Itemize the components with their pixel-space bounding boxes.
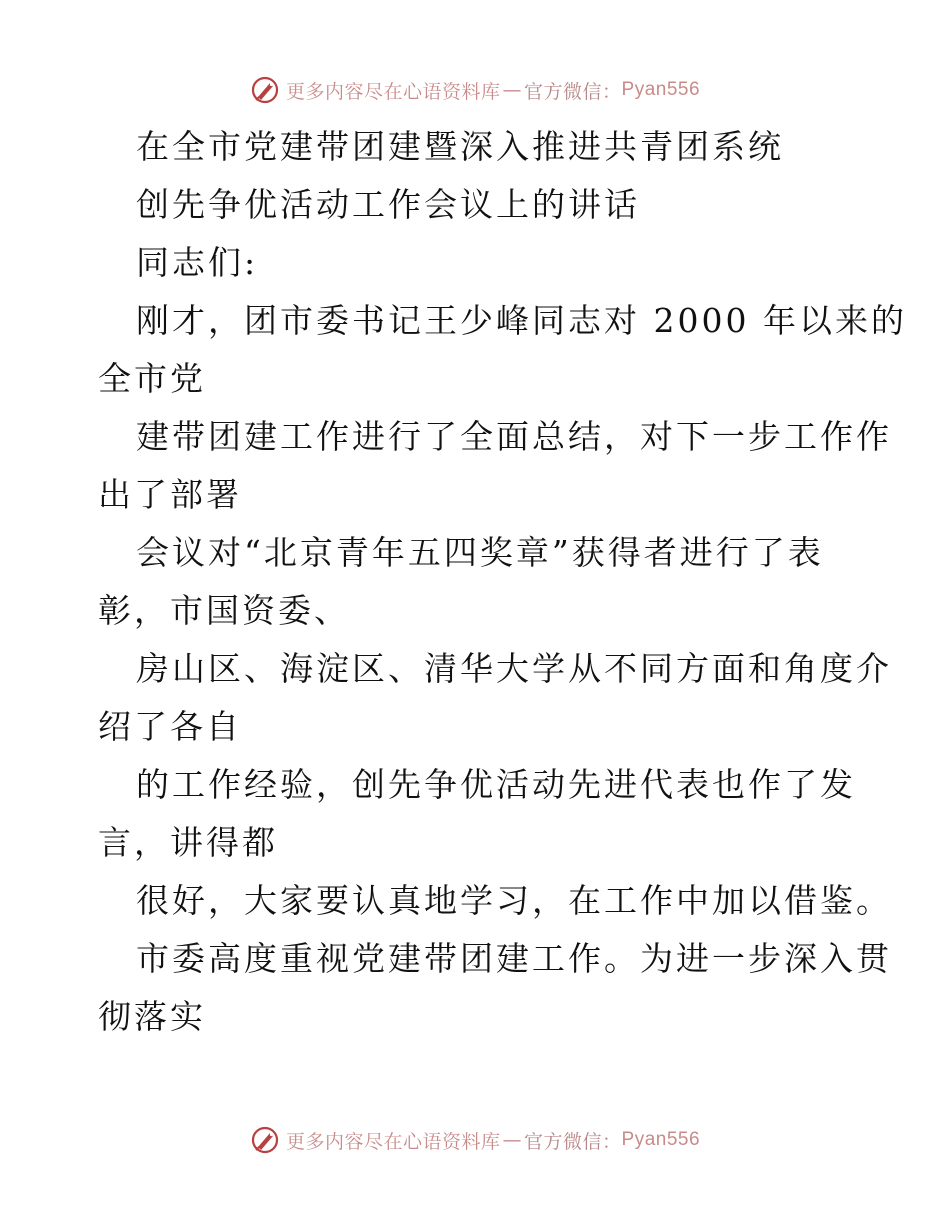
document-line: 创先争优活动工作会议上的讲话 (136, 185, 640, 224)
document-line: 的工作经验，创先争优活动先进代表也作了发 (136, 765, 856, 804)
banner-separator: — (502, 1129, 522, 1151)
document-line: 在全市党建带团建暨深入推进共青团系统 (136, 127, 784, 166)
banner-main-text: 更多内容尽在心语资料库 (285, 80, 501, 103)
banner-colon: ： (602, 80, 622, 103)
document-line: 言，讲得都 (98, 823, 278, 862)
pen-nib-logo-icon (250, 75, 280, 105)
banner-sub-text: 官方微信 (523, 80, 602, 103)
banner-separator: — (502, 79, 522, 101)
footer-watermark-banner (0, 1120, 950, 1160)
document-line: 绍了各自 (98, 707, 242, 746)
document-line: 全市党 (98, 359, 206, 398)
document-line: 房山区、海淀区、清华大学从不同方面和角度介 (136, 649, 892, 688)
banner-wechat-id: Pyan556 (621, 1129, 701, 1150)
document-body (98, 118, 907, 1046)
document-line: 同志们: (136, 243, 259, 282)
document-line: 彰，市国资委、 (98, 591, 350, 630)
document-line: 建带团建工作进行了全面总结，对下一步工作作 (136, 417, 892, 456)
banner-wechat-id: Pyan556 (621, 79, 701, 100)
header-watermark-banner (0, 70, 950, 110)
banner-main-text: 更多内容尽在心语资料库 (285, 1130, 501, 1153)
document-line: 刚才，团市委书记王少峰同志对 2000 年以来的 (136, 301, 907, 340)
pen-nib-logo-icon (250, 1125, 280, 1155)
document-line: 市委高度重视党建带团建工作。为进一步深入贯 (136, 939, 892, 978)
document-line: 很好，大家要认真地学习，在工作中加以借鉴。 (136, 881, 892, 920)
document-line: 会议对“北京青年五四奖章”获得者进行了表 (136, 533, 824, 572)
banner-sub-text: 官方微信 (523, 1130, 602, 1153)
document-line: 出了部署 (98, 475, 242, 514)
banner-colon: ： (602, 1130, 622, 1153)
document-line: 彻落实 (98, 997, 206, 1036)
